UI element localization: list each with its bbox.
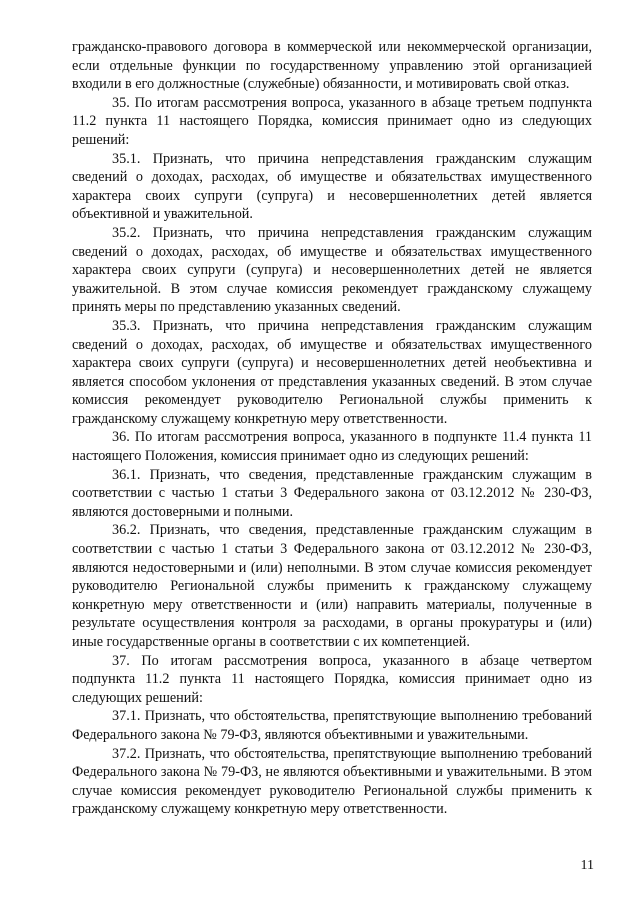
paragraph-36-2: 36.2. Признать, что сведения, представленные гражданским служащим в соответствии с частью 1 статьи 3 Федерального закона от 03.12.2012 № 230-ФЗ, являются недостоверными и (или) неполными. В этом случае комиссия рекомендует руководителю Региональной службы применить к гражданскому служащему конкретную меру ответственности и (или) направить материалы, полученные в результате осуществления контроля за расходами, в органы прокуратуры и (или) иные государственные органы в соответствии с их компетенцией.	[72, 522, 592, 650]
page-number: 11	[580, 858, 594, 873]
paragraph-35-1: 35.1. Признать, что причина непредставления гражданским служащим сведений о доходах, расходах, об имуществе и обязательствах имущественного характера своих супруги (супруга) и несовершеннолетних детей является объективной и уважительной.	[72, 150, 592, 223]
paragraph-36: 36. По итогам рассмотрения вопроса, указанного в подпункте 11.4 пункта 11 настоящего Положения, комиссия принимает одно из следующих решений:	[72, 429, 592, 465]
paragraph-35-3: 35.3. Признать, что причина непредставления гражданским служащим сведений о доходах, расходах, об имуществе и обязательствах имущественного характера своих супруги (супруга) и несовершеннолетних детей необъективна и является способом уклонения от представления указанных сведений. В этом случае комиссия рекомендует руководителю Региональной службы применить к гражданскому служащему конкретную меру ответственности.	[72, 317, 592, 427]
paragraph-36-1: 36.1. Признать, что сведения, представленные гражданским служащим в соответствии с частью 1 статьи 3 Федерального закона от 03.12.2012 № 230-ФЗ, являются достоверными и полными.	[72, 466, 592, 520]
paragraph-35-2: 35.2. Признать, что причина непредставления гражданским служащим сведений о доходах, расходах, об имуществе и обязательствах имущественного характера своих супруги (супруга) и несовершеннолетних детей не является уважительной. В этом случае комиссия рекомендует гражданскому служащему принять меры по представлению указанных сведений.	[72, 224, 592, 316]
paragraph-37-2: 37.2. Признать, что обстоятельства, препятствующие выполнению требований Федерального закона № 79-ФЗ, не являются объективными и уважительными. В этом случае комиссия рекомендует руководителю Региональной службы применить к гражданскому служащему конкретную меру ответственности.	[72, 745, 592, 818]
paragraph-37: 37. По итогам рассмотрения вопроса, указанного в абзаце четвертом подпункта 11.2 пункта 11 настоящего Порядка, комиссия принимает одно из следующих решений:	[72, 652, 592, 706]
document-page	[72, 38, 592, 819]
paragraph-37-1: 37.1. Признать, что обстоятельства, препятствующие выполнению требований Федерального закона № 79-ФЗ, являются объективными и уважительными.	[72, 708, 592, 743]
paragraph-35: 35. По итогам рассмотрения вопроса, указанного в абзаце третьем подпункта 11.2 пункта 11 настоящего Порядка, комиссия принимает одно из следующих решений:	[72, 94, 592, 148]
paragraph-continuation: гражданско-правового договора в коммерческой или некоммерческой организации, если отдельные функции по государственному управлению этой организацией входили в его должностные (служебные) обязанности, и мотивировать свой отказ.	[72, 39, 592, 93]
